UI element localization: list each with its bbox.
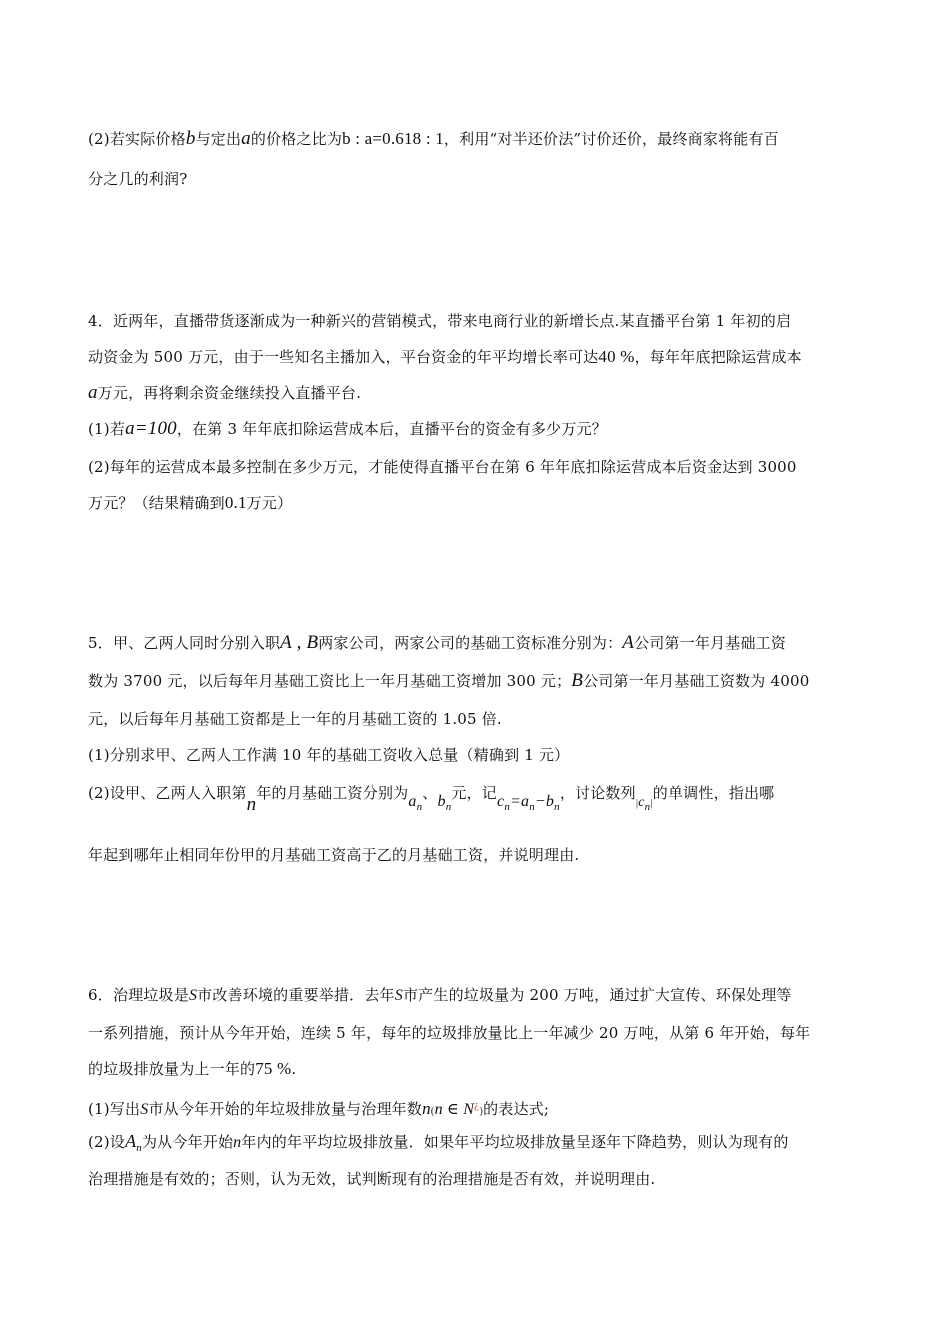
q4-part2-line1: (2)每年的运营成本最多控制在多少万元，才能使得直播平台在第 6 年年底扣除运营成本后资金达到 3000	[88, 458, 797, 476]
text: 市从今年开始的年垃圾排放量与治理年数	[148, 1100, 423, 1118]
math-var: a	[241, 128, 251, 149]
math-var: b	[437, 793, 446, 810]
subscript: n	[529, 801, 535, 813]
text: 与定出	[195, 130, 242, 148]
q5-line1	[88, 632, 868, 654]
math-var: b	[185, 128, 196, 149]
text: 的垃圾排放量为上一年的	[88, 1060, 256, 1078]
text: 市产生的垃圾量为 200 万吨，通过扩大宣传、环保处理等	[402, 986, 792, 1004]
math-var: c	[497, 793, 505, 810]
math-condition: n ∈ N	[434, 1101, 475, 1118]
text: (2)若实际价格	[88, 130, 186, 148]
text: 数为 3700 元，以后每年月基础工资比上一年月基础工资增加 300 元；	[88, 672, 572, 690]
text: ，利用“对半还价法”讨价还价，最终商家将能有百	[443, 130, 779, 148]
math-eq: =a	[510, 793, 530, 810]
math-eq: a=100	[125, 418, 177, 439]
math-var: n	[422, 1099, 431, 1118]
math-ratio: b : a=0.618 : 1	[342, 129, 444, 148]
subscript: n	[416, 801, 423, 813]
superscript: ¿	[474, 1099, 480, 1111]
text: 市改善环境的重要举措．去年	[197, 986, 395, 1004]
q4-line3	[88, 382, 868, 404]
q5-part1: (1)分别求甲、乙两人工作满 10 年的基础工资收入总量（精确到 1 元）	[88, 746, 570, 764]
subscript: n	[504, 801, 511, 813]
text: ，在第 3 年年底扣除运营成本后，直播平台的资金有多少万元？	[176, 420, 607, 438]
math-var: a	[408, 793, 417, 810]
text: 、	[422, 784, 438, 802]
subscript: n	[554, 801, 560, 813]
text: 年内的年平均垃圾排放量．如果年平均垃圾排放量呈逐年下降趋势，则认为现有的	[241, 1133, 789, 1151]
text: 6．治理垃圾是	[88, 986, 189, 1004]
q4-part2-line2	[88, 492, 868, 514]
q4-line2	[88, 346, 868, 368]
text: (2)设甲、乙两人入职第	[88, 784, 247, 802]
text: ，每年年底把除运营成本	[634, 348, 802, 366]
text: 两家公司，两家公司的基础工资标准分别为：	[318, 634, 623, 652]
math-percent: 40 %	[598, 347, 635, 366]
text: 公司第一年月基础工资数为 4000	[583, 672, 810, 690]
q5-part2-line1: (2)设甲、乙两人入职第n年的月基础工资分别为$a_n$、$b_n$元，记$c_n=a_n-b_n$，讨论数列$|c_n|$的单调性，指出哪	[88, 784, 775, 815]
math-var: c	[638, 795, 645, 810]
math-eq: −b	[534, 793, 555, 810]
math-var: S	[188, 987, 198, 1004]
q3-part2-line2: 分之几的利润?	[88, 170, 188, 188]
text: 元，记	[451, 784, 497, 802]
q5-line3: 元，以后每年月基础工资都是上一年的月基础工资的 1.05 倍.	[88, 710, 502, 728]
text: 的单调性，指出哪	[652, 784, 775, 802]
text: 万元，再将剩余资金继续投入直播平台.	[97, 384, 362, 402]
subscript: n	[445, 801, 452, 813]
math-var: S	[394, 987, 403, 1004]
text: (2)设	[88, 1133, 126, 1151]
math-var: B	[571, 670, 584, 691]
subscript: n	[136, 1142, 142, 1154]
text: 年的月基础工资分别为	[256, 784, 409, 802]
math-var: A	[125, 1131, 137, 1151]
text: 的价格之比为	[250, 130, 343, 148]
text: .	[291, 1060, 297, 1078]
q6-part2-line2: 治理措施是有效的；否则，认为无效，试判断现有的治理措施是否有效，并说明理由.	[88, 1170, 656, 1188]
text: 动资金为 500 万元，由于一些知名主播加入，平台资金的年平均增长率可达	[88, 348, 599, 366]
math-var: n	[246, 794, 257, 815]
q4-part1	[88, 418, 868, 440]
text: 5．甲、乙两人同时分别入职	[88, 634, 281, 652]
math-var: S	[140, 1101, 149, 1118]
q6-line3	[88, 1058, 868, 1080]
text: (1)若	[88, 420, 126, 438]
math-var: a	[88, 382, 98, 403]
subscript: n	[644, 801, 651, 813]
q6-part2-line1	[88, 1130, 868, 1159]
text: 万元？（结果精确到	[88, 494, 225, 512]
q3-part2-line1	[88, 128, 868, 150]
text: 为从今年开始	[141, 1133, 234, 1151]
math-var: A , B	[280, 632, 319, 653]
math-percent: 75 %	[255, 1059, 292, 1078]
q4-line1: 4．近两年，直播带货逐渐成为一种新兴的营销模式，带来电商行业的新增长点.某直播平台第 1 年初的启	[88, 312, 792, 330]
q6-part1: (1)写出S市从今年开始的年垃圾排放量与治理年数n(n ∈ N¿)的表达式;	[88, 1099, 550, 1118]
text: (1)写出	[88, 1100, 141, 1118]
q5-part2-line2: 年起到哪年止相同年份甲的月基础工资高于乙的月基础工资，并说明理由.	[88, 846, 580, 864]
text: 万元）	[246, 494, 293, 512]
math-var: A	[622, 632, 635, 653]
q6-line1	[88, 984, 868, 1007]
math-number: 0.1	[224, 493, 247, 512]
text: 的表达式;	[483, 1100, 550, 1118]
q5-line2	[88, 670, 868, 692]
q6-line2: 一系列措施，预计从今年开始，连续 5 年，每年的垃圾排放量比上一年减少 20 万吨，从第 6 年开始，每年	[88, 1024, 811, 1042]
text: ，讨论数列	[559, 784, 636, 802]
math-var: n	[233, 1134, 242, 1151]
text: 公司第一年月基础工资	[634, 634, 787, 652]
